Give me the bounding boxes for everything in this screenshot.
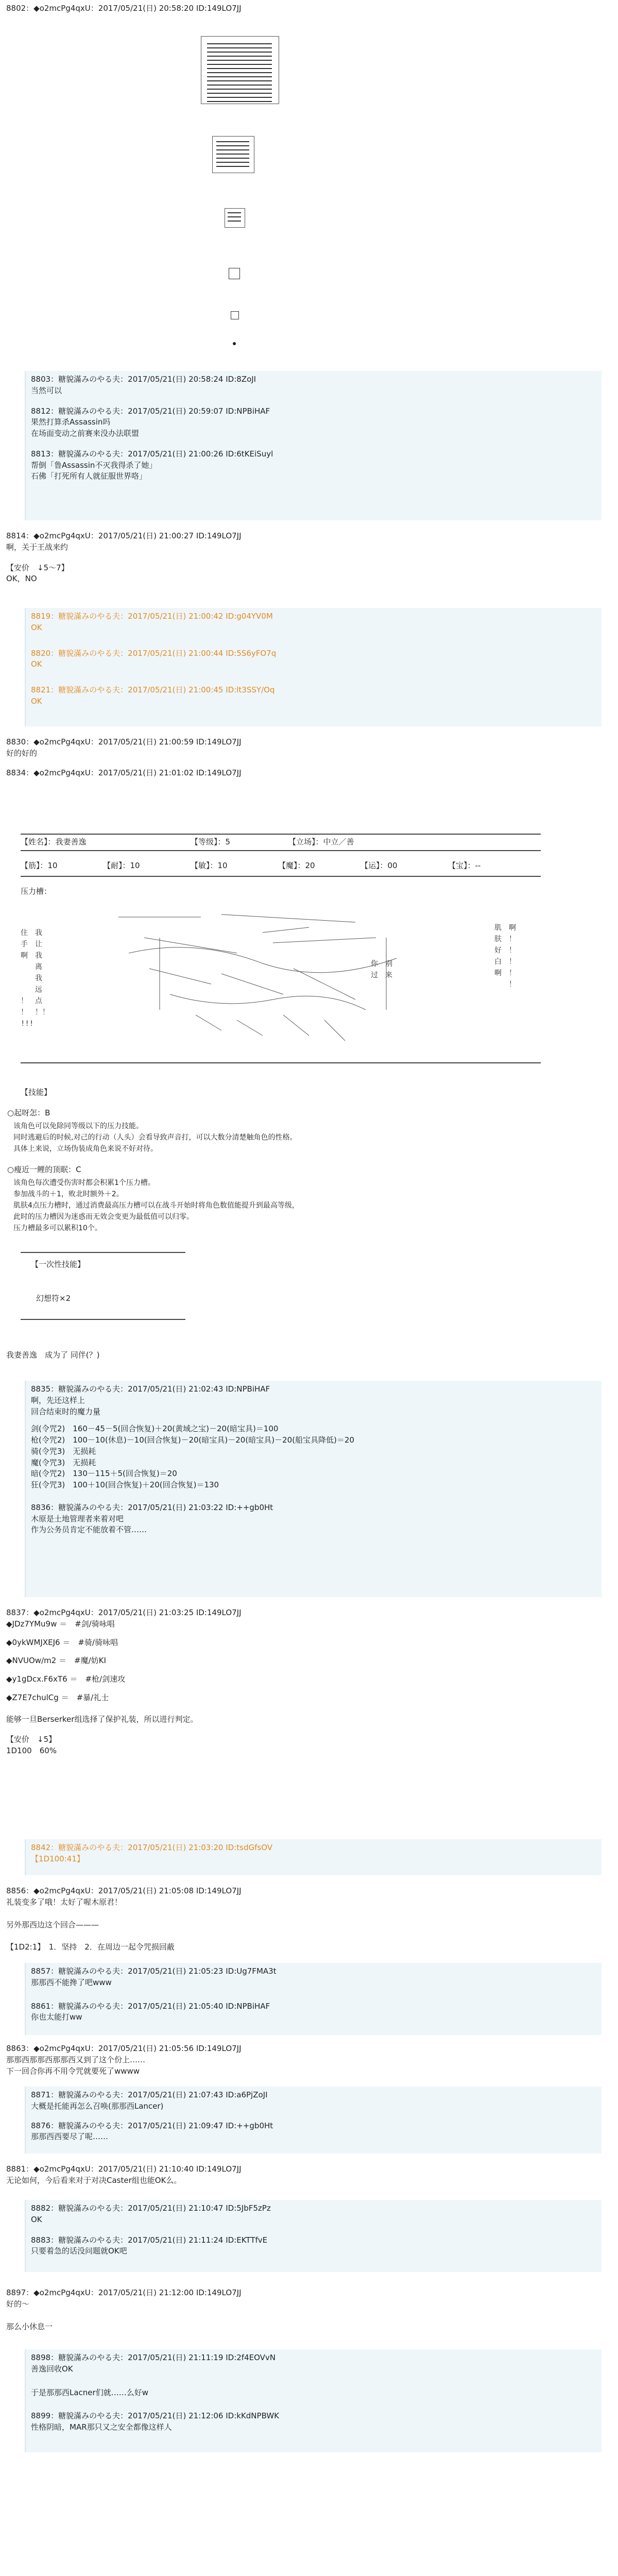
reply-text: 【1D100:41】 xyxy=(31,1854,84,1863)
post-text: 【1D2:1】 1．坚持 2．在周边一起令咒损回蔽 xyxy=(6,1942,175,1952)
reply-header: 8876：糖貌滿みのやる夫：2017/05/21(日) 21:09:47 ID:++gb0Ht xyxy=(31,2121,273,2130)
reply-header: 8898：糖貌滿みのやる夫：2017/05/21(日) 21:11:19 ID:2f4EOVvN xyxy=(31,2353,276,2362)
reply-text: 魔(令咒3) 无损耗 xyxy=(31,1458,96,1467)
reply-text: OK xyxy=(31,696,42,706)
reply-block xyxy=(25,2349,602,2452)
skill-1-text: 该角色可以免除同等级以下的压力技能。 xyxy=(13,1122,143,1130)
reply-block xyxy=(25,371,602,520)
post-text: 【安价 ↓5～7】 xyxy=(6,563,69,572)
post-text: 我妻善逸 成为了 同伴(？) xyxy=(6,1350,100,1360)
skill-2-title: ○瘦近一鲤的顶眠：C xyxy=(7,1165,81,1174)
stat-agi: 【敏】：10 xyxy=(191,861,228,870)
post-8814 xyxy=(6,531,609,585)
reply-header: 8857：糖貌滿みのやる夫：2017/05/21(日) 21:05:23 ID:Ug7FMA3t xyxy=(31,1967,277,1976)
sheet-rule xyxy=(21,1319,185,1320)
sheet-rule xyxy=(21,1062,541,1063)
figure-box-tiny xyxy=(229,268,240,279)
reply-block xyxy=(25,1963,602,2035)
reply-text: 果然打算杀Assassin吗 xyxy=(31,417,111,427)
reply-text: 大概是托能再怎么召唤(那那西Lancer) xyxy=(31,2101,164,2111)
stat-np: 【宝】：-- xyxy=(448,861,481,870)
post-header: 8837：◆o2mcPg4qxU：2017/05/21(日) 21:03:25 ID:149LO7JJ xyxy=(6,1608,242,1617)
post-8856 xyxy=(6,1886,609,1953)
reply-header: 8821：糖貌滿みのやる夫：2017/05/21(日) 21:00:45 ID:lt3SSY/Oq xyxy=(31,685,275,694)
post-8897 xyxy=(6,2287,609,2332)
skill-2-text: 参加战斗的＋1，败北时额外＋2。 xyxy=(13,1190,124,1198)
sheet-stance: 【立场】：中立／善 xyxy=(288,837,354,846)
reply-header: 8812：糖貌滿みのやる夫：2017/05/21(日) 20:59:07 ID:NPBiHAF xyxy=(31,406,270,416)
post-header: 8897：◆o2mcPg4qxU：2017/05/21(日) 21:12:00 ID:149LO7JJ xyxy=(6,2288,242,2297)
skill-2-text: 该角色每次遭受伤害时都会积累1个压力槽。 xyxy=(13,1179,155,1187)
oneshot-item: 幻想符×2 xyxy=(36,1294,71,1303)
post-8802 xyxy=(6,3,609,14)
reply-block xyxy=(25,608,602,726)
post-8837 xyxy=(6,1607,609,1757)
reply-text: 在场面变动之前赛来没办法联盟 xyxy=(31,429,140,438)
reply-text: 帮倒「鲁Assassin不灭我得杀了她」 xyxy=(31,460,157,470)
figure-lines-large xyxy=(207,43,272,105)
reply-block xyxy=(25,2200,602,2272)
post-header: 8814：◆o2mcPg4qxU：2017/05/21(日) 21:00:27 ID:149LO7JJ xyxy=(6,531,242,540)
reply-text: 作为公务员肯定不能放着不管…… xyxy=(31,1525,147,1535)
reply-header: 8836：糖貌滿みのやる夫：2017/05/21(日) 21:03:22 ID:++gb0Ht xyxy=(31,1502,273,1512)
sheet-rule xyxy=(21,1252,185,1253)
post-text: 啊，关于王战来约 xyxy=(6,542,68,552)
skill-title: 【技能】 xyxy=(21,1088,52,1097)
figure-lines-small xyxy=(228,212,241,225)
post-text: 1D100 60% xyxy=(6,1746,57,1755)
post-text: 那那西那那西那那西又到了这个份上…… xyxy=(6,2055,146,2064)
reply-text: 于是那那西Lacner们就……么好w xyxy=(31,2387,148,2397)
reply-block xyxy=(25,1839,602,1875)
reply-text: 石佛「打死所有人就征服世界咯」 xyxy=(31,471,147,481)
post-text: OK，NO xyxy=(6,574,37,584)
reply-text: OK xyxy=(31,659,42,669)
post-text: 下一回合你再不用令咒就要死了wwww xyxy=(6,2066,140,2076)
reply-header: 8835：糖貌滿みのやる夫：2017/05/21(日) 21:02:43 ID:NPBiHAF xyxy=(31,1384,270,1394)
stat-luck: 【运】：00 xyxy=(360,861,398,870)
post-text: ◆0ykWMJXEJ6 ＝ #骑/骑咏唱 xyxy=(6,1637,118,1647)
reply-header: 8871：糖貌滿みのやる夫：2017/05/21(日) 21:07:43 ID:a6PjZoJI xyxy=(31,2090,268,2099)
post-text: 好的好的 xyxy=(6,748,38,758)
reply-header: 8803：糖貌滿みのやる夫：2017/05/21(日) 20:58:24 ID:8ZoJI xyxy=(31,375,256,384)
skill-1-title: ○起呀怎：B xyxy=(7,1108,50,1117)
stat-end: 【耐】：10 xyxy=(103,861,140,870)
stat-mag: 【魔】：20 xyxy=(278,861,315,870)
post-8834 xyxy=(6,768,609,779)
skill-1-text: 同时逃避后的时候,对己的行动（人头）会看导致声音打，可以大数分清楚触角色的性格。 xyxy=(13,1133,297,1142)
post-text: 礼装变多了哦！太好了喔木原君！ xyxy=(6,1897,123,1907)
reply-text: OK xyxy=(31,2214,42,2224)
reply-text: OK xyxy=(31,622,42,632)
post-text: 【安价 ↓5】 xyxy=(6,1735,57,1744)
skill-2-text: 肌肤4点压力槽时，通过消费最高压力槽可以在战斗开始时将角色数值能提升到最高等级， xyxy=(13,1201,299,1210)
post-text: ◆y1gDcx.F6xT6 ＝ #枪/剑速攻 xyxy=(6,1674,126,1684)
reply-text: 只要着急的话没问题就OK吧 xyxy=(31,2246,127,2256)
post-header: 8802：◆o2mcPg4qxU：2017/05/21(日) 20:58:20 ID:149LO7JJ xyxy=(6,4,242,13)
reply-text: 当然可以 xyxy=(31,385,62,395)
post-text: ◆NVUOw/m2 ＝ #魔/妨KI xyxy=(6,1656,106,1666)
reply-text: 枪(令咒2) 100－10(休息)－10(回合恢复)－20(暗宝具)－20(暗宝具)－20(船宝具降低)＝20 xyxy=(31,1435,354,1445)
reply-text: 回合结束时的魔力量 xyxy=(31,1406,101,1416)
sheet-name: 【姓名】：我妻善逸 xyxy=(21,837,87,846)
reply-text: 狂(令咒3) 100＋10(回合恢复)＋20(回合恢复)＝130 xyxy=(31,1480,219,1489)
post-8834-footer xyxy=(6,1350,609,1361)
post-8863 xyxy=(6,2043,609,2077)
post-text: 能够一旦Berserker组选择了保护礼装，所以进行判定。 xyxy=(6,1714,198,1724)
figure-dot xyxy=(233,342,236,345)
figure-lines-medium xyxy=(216,141,249,170)
post-header: 8881：◆o2mcPg4qxU：2017/05/21(日) 21:10:40 ID:149LO7JJ xyxy=(6,2164,242,2174)
post-8830 xyxy=(6,737,609,759)
reply-header: 8861：糖貌滿みのやる夫：2017/05/21(日) 21:05:40 ID:NPBiHAF xyxy=(31,2001,270,2011)
reply-header: 8883：糖貌滿みのやる夫：2017/05/21(日) 21:11:24 ID:EKTTfvE xyxy=(31,2235,268,2245)
art-shout-left: 住 我 手 让 啊 我 离 我 远 ！ 点 ！ ！！ !!! xyxy=(21,929,49,1028)
pressure-label: 压力槽： xyxy=(21,887,52,896)
reply-text: 木原是土地管理者来着对吧 xyxy=(31,1514,124,1523)
reply-text: 善逸回收OK xyxy=(31,2364,73,2374)
reply-block xyxy=(25,1381,602,1597)
reply-text: 剑(令咒2) 160－45－5(回合恢复)＋20(黄域之宝)－20(暗宝具)＝100 xyxy=(31,1424,279,1434)
reply-text: 啊，先还这样上 xyxy=(31,1395,85,1405)
post-8881 xyxy=(6,2164,609,2187)
reply-text: 那那西西要尽了呢…… xyxy=(31,2132,109,2142)
sheet-rule xyxy=(21,834,541,835)
skill-2-text: 此时的压力槽因为迷惑而无效会变更为最低值可以归零。 xyxy=(13,1213,194,1221)
skill-2-text: 压力槽最多可以累积10个。 xyxy=(13,1224,102,1232)
reply-text: 骑(令咒3) 无损耗 xyxy=(31,1446,96,1456)
reply-header: 8819：糖貌滿みのやる夫：2017/05/21(日) 21:00:42 ID:g04YV0M xyxy=(31,612,273,621)
stat-str: 【筋】：10 xyxy=(21,861,58,870)
reply-text: 性格阴暗，MAR那只又之安全都像这样人 xyxy=(31,2422,172,2432)
reply-text: 你也太能打ww xyxy=(31,2012,82,2022)
reply-header: 8820：糖貌滿みのやる夫：2017/05/21(日) 21:00:44 ID:5S6yFO7q xyxy=(31,648,277,658)
reply-header: 8813：糖貌滿みのやる夫：2017/05/21(日) 21:00:26 ID:6tKEiSuyl xyxy=(31,449,273,459)
reply-header: 8882：糖貌滿みのやる夫：2017/05/21(日) 21:10:47 ID:5JbF5zPz xyxy=(31,2204,271,2213)
sheet-rule xyxy=(21,876,541,877)
reply-header: 8899：糖貌滿みのやる夫：2017/05/21(日) 21:12:06 ID:kKdNPBWK xyxy=(31,2411,280,2421)
post-text: ◆JDz7YMu9w ＝ #剑/骑咏唱 xyxy=(6,1619,115,1629)
reply-block xyxy=(25,2087,602,2154)
post-text: ◆Z7E7chulCg ＝ #暴/礼士 xyxy=(6,1692,109,1702)
art-shout-mid: 你 别 过 来 xyxy=(371,960,392,979)
reply-text: 那那西不能搀了吧www xyxy=(31,1977,112,1987)
figure-box-mini xyxy=(231,311,239,319)
post-header: 8830：◆o2mcPg4qxU：2017/05/21(日) 21:00:59 ID:149LO7JJ xyxy=(6,737,242,747)
sheet-level: 【等级】：5 xyxy=(191,837,231,846)
oneshot-title: 【一次性技能】 xyxy=(31,1260,85,1269)
post-header: 8856：◆o2mcPg4qxU：2017/05/21(日) 21:05:08 ID:149LO7JJ xyxy=(6,1886,242,1895)
reply-header: 8842：糖貌滿みのやる夫：2017/05/21(日) 21:03:20 ID:tsdGfsOV xyxy=(31,1843,273,1852)
post-text: 无论如何，今后看来对于对决Caster组也能OK么。 xyxy=(6,2175,182,2185)
post-header: 8834：◆o2mcPg4qxU：2017/05/21(日) 21:01:02 ID:149LO7JJ xyxy=(6,768,242,777)
ascii-art-figure xyxy=(67,907,489,1056)
art-shout-right: 肌 啊 肤 ！ 好 ！ 白 ！ 啊 ！ ！ xyxy=(494,924,516,989)
post-text: 好的～ xyxy=(6,2299,30,2309)
post-text: 那么小休息一 xyxy=(6,2321,53,2331)
sheet-rule xyxy=(21,850,541,851)
reply-text: 暗(令咒2) 130－115＋5(回合恢复)＝20 xyxy=(31,1469,177,1479)
skill-1-text: 具体上来说，立场伪装成角色来说不好对待。 xyxy=(13,1145,158,1153)
post-header: 8863：◆o2mcPg4qxU：2017/05/21(日) 21:05:56 ID:149LO7JJ xyxy=(6,2044,242,2053)
post-text: 另外那西边这个回合——— xyxy=(6,1920,99,1929)
